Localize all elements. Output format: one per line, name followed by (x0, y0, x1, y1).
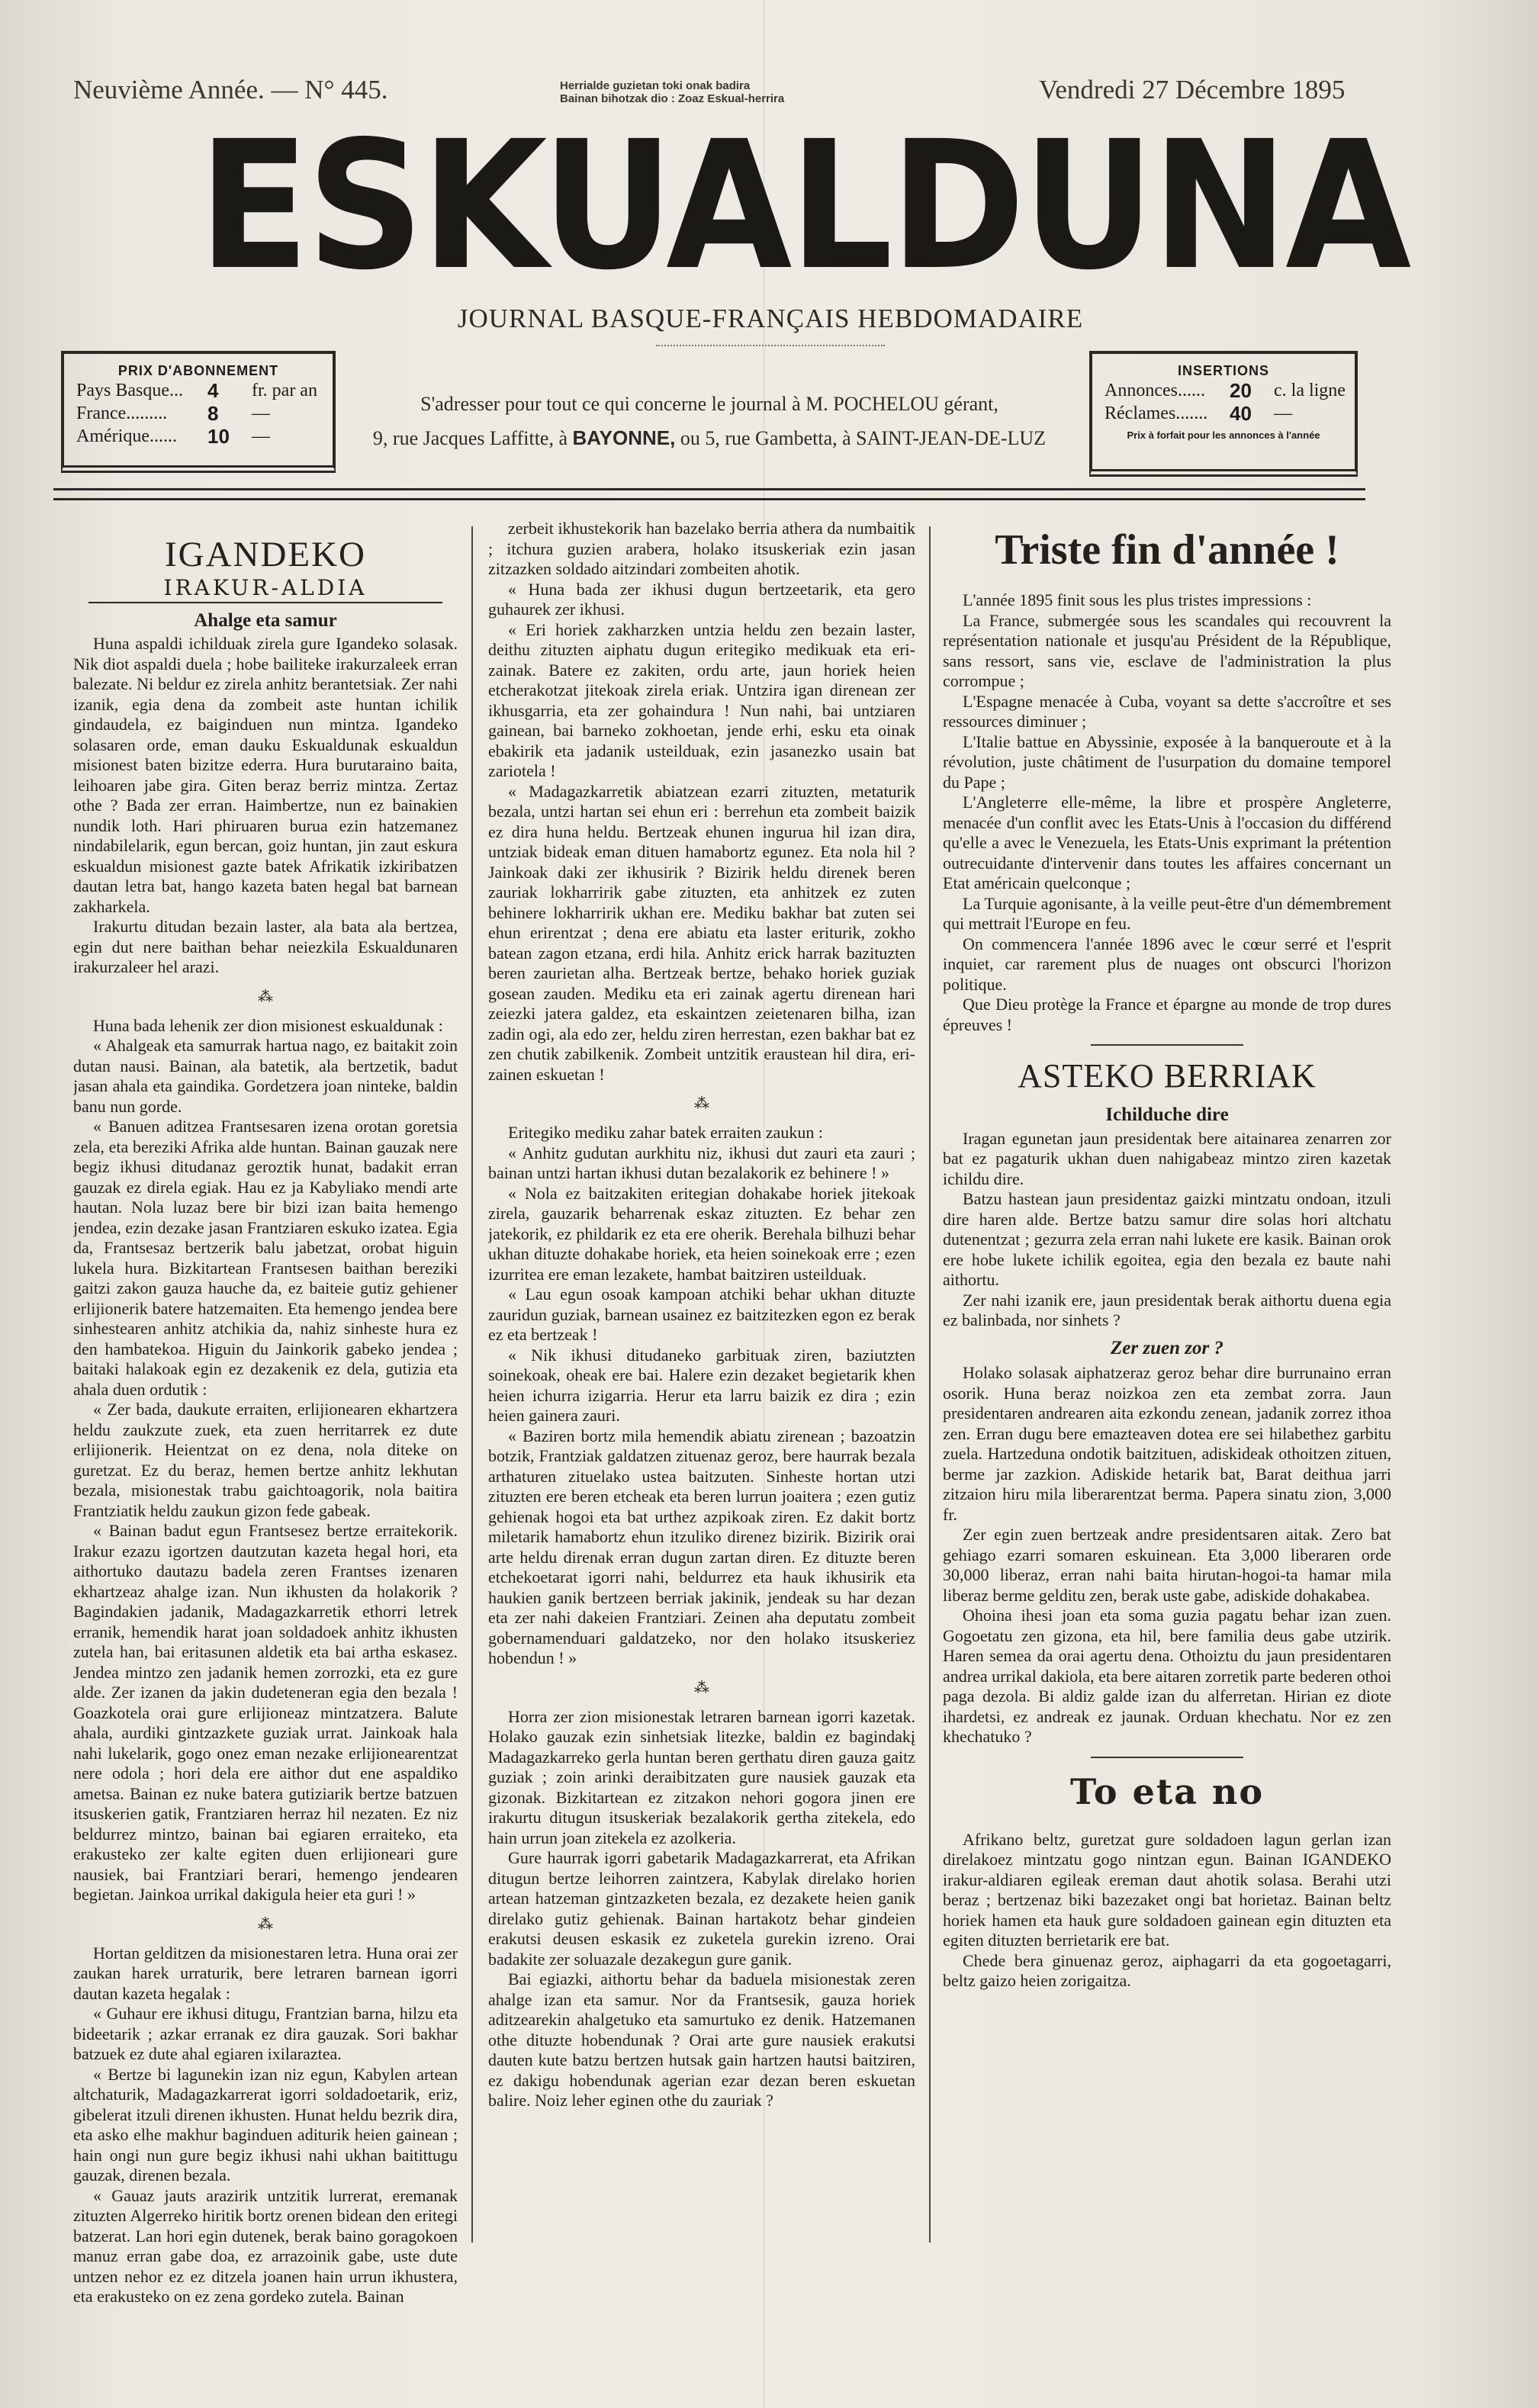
asterism: ⁂ (258, 988, 273, 1005)
address-city: BAYONNE, (572, 426, 676, 449)
paragraph: « Baziren bortz mila hemendik abiatu zirenean ; bazoatzin botzik, Frantziak galdatzen zituenaz geroz, bere haurrak bezala arthaturen zituelako ustea baitzuten. Sinheste hortan utzi zituzten ere beren etcheak eta beren lurrun joaitera ; ezen gutiz gehienak hogoi eta bat urthez azpikoak ziren. Ez dakit bortz miletarik hamabortz ehun itzuliko direnez bizirik. Bizirik orai arte heldu direnak erran dugun zartan diren. Ez dituzte beren etchekoetarat igorri nahi, beldurrez eta hauk ikhusirik eta haukien ganik bertzeen berriak jakinik, jendeak su har dezan eta zer nahi dakeien Frantziari. Zeinen aha deputatu zombeit gobernamenduari galdatzeko, nor den holako itsuskeriez hobendun ! » (488, 1426, 915, 1667)
editor-address (343, 387, 1076, 455)
issue-date: Vendredi 27 Décembre 1895 (1039, 75, 1346, 104)
motto (560, 79, 911, 105)
subheading-zer-zuen-zor: Zer zuen zor ? (1111, 1337, 1223, 1358)
subscription-row (64, 379, 333, 402)
paragraph: « Bainan badut egun Frantsesez bertze erraitekorik. Irakur ezazu igortzen dautzutan kazeta hegal hori, eta aithortuko dautazu badela zeren Frantses izenaren ekhartzeaz ahalge izan. Nun ikhusten da holakorik ? Bagindakien jadanik, Madagazkarretik ethorri letrek erranik, hemendik harat joan soldadoek anhitz ikhusten zutela han, bai eritasunen aldetik eta bai artha eskasez. Jendea mintzo zen jadanik hemen zorrozki, eta ez gure alde. Zer izanen da jakin dudeteneran egia den bezala ! Goazkotela orai gure erlijioneaz mintzatzera. Balute ahala, aurdiki gintzazkete guziak urrat. Jainkoak hala nahi lukelarik, gogo onez eman nezake erlijionearentzat nere odola ; hori dela ere aithor dut ene aspaldiko ametsa. Bainan ez nuke batera gutiziarik bertze batzuen itsuskerien gatik, Frantziaren herraz hil nezaten. Ez niz beldurrez mintzo, bainan bai egiaren erraiteko, eta erakusteko zer kalte egiten duen erlijioneari gure nausiek, bai Frantziari berari, hemengo jendearen begietan. Jainkoa urrikal dakigula heier eta guri ! » (73, 1521, 458, 1904)
subscription-unit: — (252, 403, 270, 423)
insertions-label: Réclames....... (1105, 403, 1208, 423)
subscription-price: 4 (207, 379, 219, 402)
paragraph: La France, submergée sous les scandales qui recouvrent la représentation nationale et jusqu'au Président de la République, sans ressort, sans vie, esclave de l'administration la plus corrompue ; (943, 610, 1391, 690)
section-separator (1091, 1044, 1243, 1046)
subscription-label: France......... (76, 403, 168, 423)
paragraph: « Bertze bi lagunekin izan niz egun, Kabylen artean altchaturik, Madagazkarrerat igorri soldadoetarik, eriz, gibelerat itzuli direnen ikhusten. Hunat heldu bezrik dira, eta asko elhe makhur baginduen aditurik heien gainean ; hain ongi nun gure begiz ikhusi nahi ukhan baitittugu gauzak, direnen bezala. (73, 2064, 458, 2185)
paragraph: Huna aspaldi ichilduak zirela gure Igandeko solasak. Nik diot aspaldi duela ; hobe bailiteke irakurzaleek erran balezate. Ni beldur ez zirela anhitz berantetsiak. Zer nahi izanik, egia dena da zombeit aste huntan ichilik gindaudela, ez baiginduen nun mintza. Igandeko solasaren orde, eman dauku Eskualdunak eskualdun misionest baten bizitze ederra. Hura burutaraino baita, leihoaren jabe gira. Giten beraz berriz mintza. Zertaz othe ? Bada zer erran. Haimbertze, nun ez bainakien nundik loth. Hari phiruaren burua ezin hatzemanez nindabilelarik, egun bercan, goiz huntan, jin zaut eskura eskualdun misionest gazte batek Afrikatik izkiribatzen dautan letra bat, hango kazeta baten hegal bat barnean zakharkela. (73, 634, 458, 916)
paragraph: Zer nahi izanik ere, jaun presidentak berak aithortu duena egia ez balinbada, nor sinhets ? (943, 1290, 1391, 1329)
paragraph: Iragan egunetan jaun presidentak bere aitainarea zenarren zor bat ez pagaturik ukhan duen nahigabeaz mintzo ziren kazetak ichildu dire. (943, 1128, 1391, 1188)
paragraph: Zer egin zuen bertzeak andre presidentsaren aitak. Zero bat gehiago ezarri somaren eskuinean. Eta 3,000 liberaren orde 30,000 liberaz, erran nahi baita hirutan-hogoi-ta hamar mila liberaz berme gelditu zen, berak uste gabe, adiskide dohakabea. (943, 1525, 1391, 1605)
masthead-rule (53, 488, 1365, 500)
subscription-price: 8 (207, 402, 219, 425)
insertions-note: Prix à forfait pour les annonces à l'année (1127, 429, 1320, 441)
paragraph: Que Dieu protège la France et épargne au monde de trop dures épreuves ! (943, 995, 1391, 1034)
insertions-box (1089, 351, 1358, 477)
paragraph: Ohoina ihesi joan eta soma guzia pagatu behar izan zuen. Gogoetatu zen gizona, eta hil, bere familia deus gabe utzirik. Haren semea da orai agertu dena. Othoiztu du jaun presidentaren andrea urrikal dakiola, eta bere aitaren zorretik parte bederen othoi paga dezola. Bi aldiz galde izan du alferretan. Hirian ez diote ihardetsi, ez andreak ez jaunak. Orduan khechatu. Nor ez zen khechatuko ? (943, 1606, 1391, 1746)
paragraph: zerbeit ikhustekorik han bazelako berria athera da numbaitik ; itchura guzien arabera, holako itsuskeriak ezin jasan zitzazken soldado aitzindari zombeiten ahotik. (488, 519, 915, 578)
paragraph: « Anhitz gudutan aurkhitu niz, ikhusi dut zauri eta zauri ; bainan untzi hartan ikhusi dutan bezalakorik ez behinere ! » (488, 1143, 915, 1182)
paragraph: « Ahalgeak eta samurrak hartua nago, ez baitakit zoin dutan nausi. Bainan, ala batetik, ala bertzetik, badut jasan ahala eta gaindika. Gordetzera joan ninteke, baldin banu nun gorde. (73, 1036, 458, 1116)
motto-line-2: Bainan bihotzak dio : Zoaz Eskual-herrira (560, 92, 785, 105)
paragraph: « Madagazkarretik abiatzean ezarri zituzten, metaturik bezala, untzi hartan sei ehun eri : berrehun eta zombeit baizik ez dira huna heldu. Bertzeak ehunen ingurua hil izan dira, untziak bideak eman dituen hamabortz egunez. Eta nola hil ? Jainkoak daki zer ikhusirik ? Bizirik heldu direnek beren zauriak lokharririk gabe zituzten, eta anhitzek ez zuten behinere lokharririk ukhan ere. Mediku bakhar bat zuten sei ehun erirentzat ; dena ere abiatu eta laster eriturik, zokho batean zagon etzana, erdi hila. Anhitz erick harrak bazituzten beren zaurietan alha. Bertzeak bertze, behako horiek guziak gosean zauden. Mediku eta eri zainak agertu direnean hari zeiezki jatera galdez, eta eskaintzen zeietenaren bilha, izan zadin ogi, ala edo zer, heldu ziren herrestan, ezen bakhar bat ez zen chutik zabilkenik. Zombeit untzitik eraustean hil dira, eri-zainen eskuetan ! (488, 781, 915, 1084)
insertions-price: 20 (1230, 379, 1252, 402)
paragraph: L'Angleterre elle-même, la libre et prospère Angleterre, menacée d'un conflit avec les Etats-Unis à l'occasion du différend qu'elle a avec le Venezuela, les Etats-Unis exprimant la prétention outrecuidante d'intervenir dans toutes les affaires concernant un Etat américain quelconque ; (943, 792, 1391, 892)
address-line-1: S'adresser pour tout ce qui concerne le journal à M. POCHELOU gérant, (420, 393, 998, 415)
paragraph: « Eri horiek zakharzken untzia heldu zen bezain laster, deithu zituzten aiphatu dugun eritegiko medikuak eta eri-zainak. Batere ez zakiten, ordu arte, jaun horiek heien etcherakotzat jitekoak zirela eriak. Untzira igan direnean zer ikhusgarria, eta zer gohaindura ! Nun nahi, bai untziaren gainean, bai barneko zokhoetan, jende erhi, esku eta oinak ebakirik eta jadanik usteilduak, ezin jasanezko usain bat zariotela ! (488, 619, 915, 780)
paragraph: L'année 1895 finit sous les plus tristes impressions : (963, 590, 1312, 609)
to-eta-no-heading: To eta no (1069, 1770, 1265, 1812)
subscription-unit: — (252, 426, 270, 446)
subscription-label: Amérique...... (76, 426, 177, 446)
subscription-title: PRIX D'ABONNEMENT (117, 363, 279, 378)
insertions-row (1092, 402, 1355, 425)
paragraph: Chede bera ginuenaz geroz, aiphagarri da eta gogoetagarri, beltz gaizo heien zorigaitza. (943, 1950, 1391, 1990)
asterism: ⁂ (694, 1679, 709, 1696)
address-second: ou 5, rue Gambetta, à SAINT-JEAN-DE-LUZ (680, 427, 1047, 449)
insertions-row (1092, 379, 1355, 402)
paragraph: Afrikano beltz, guretzat gure soldadoen lagun gerlan izan direlakoez mintzatu gogo nintzan egun. Bainan IGANDEKO irakur-aldiaren egileak ereman daut ahotik solasa. Berahi utzi beraz ; bertzenaz biki bazezaket ongi bat horietaz. Bainan beltz horiek hamen eta hauk gure soldadoen gainean egin dituzten eta egiten dituzten berrietarik ere bat. (943, 1829, 1391, 1950)
insertions-unit: — (1274, 403, 1292, 423)
issue-number: Neuvième Année. — N° 445. (73, 75, 388, 104)
address-street: 9, rue Jacques Laffitte, à (372, 427, 568, 449)
triste-headline: Triste fin d'année ! (995, 526, 1339, 574)
irakur-aldia-subtitle: IRAKUR-ALDIA (88, 578, 442, 603)
column-rule (471, 526, 473, 2242)
paragraph: Bai egiazki, aithortu behar da baduela misionestak zeren ahalge izan eta samur. Nor da Frantsesik, gauza horiek aditzearekin ahalgetuko eta samurtuko ez denik. Hatzemanen othe dituzte hobendunak ? Orai arte gure nausiek erakutsi dauten kute batzu bertzen hutsak gain hartzen hautsi baitziren, ez dakigu hobendunak agerian ezar dezan beren eskuetan balire. Noiz leher eginen othe du zauriak ? (488, 1969, 915, 2110)
insertions-title: INSERTIONS (1177, 363, 1269, 378)
masthead-subtitle: JOURNAL BASQUE-FRANÇAIS HEBDOMADAIRE (457, 304, 1084, 333)
masthead-title: ESKUALDUNA (198, 103, 1409, 309)
section-heading: Ahalge eta samur (194, 609, 337, 631)
paragraph: « Gauaz jauts arazirik untzitik lurrerat, eremanak zituzten Algerreko hiritik bortz orenen bidean den eritegi batzerat. Lan hori egin dutenek, berak baino goragokoen manuz erran gabe doa, ez arrazoinik gabe, uste dute untzen nehor ez ez ditzela joanen hain urrun ikhustera, eta erakusteko on ez zena gordeko zutela. Bainan (73, 2185, 458, 2306)
paragraph: La Turquie agonisante, à la veille peut-être d'un démembrement qui mettrait l'Europe en feu. (943, 893, 1391, 933)
igandeko-title: IGANDEKO (164, 535, 366, 574)
column-right (943, 519, 1391, 2387)
paragraph: Eritegiko mediku zahar batek erraiten zaukun : (508, 1123, 823, 1142)
paragraph: L'Espagne menacée à Cuba, voyant sa dette s'accroître et ses ressources diminuer ; (943, 691, 1391, 731)
paragraph: Gure haurrak igorri gabetarik Madagazkarrerat, eta Afrikan ditugun bertze leihorren zaintzera, Kabylak direlako horien artean hatzeman gintzazketen bezala, ez dezakete heien ganik direlako gutiz gehienak. Bainan hartakotz behar gindeien erakutsi deusen eskasik ez zuketela gurekin izreno. Orai badakite zer soluazale dezakegun gure ganik. (488, 1848, 915, 1969)
paragraph: Irakurtu ditudan bezain laster, ala bata ala bertzea, egin dut nere baithan behar neiezkila Eskualdunaren irakurzaleer hel arazi. (73, 917, 458, 976)
asterism: ⁂ (258, 1915, 273, 1933)
paragraph: Huna bada lehenik zer dion misionest eskualdunak : (93, 1015, 443, 1035)
subscription-price: 10 (207, 425, 230, 448)
asteko-berriak-heading: ASTEKO BERRIAK (1018, 1057, 1317, 1095)
subheading-ichilduche: Ichilduche dire (1105, 1104, 1229, 1125)
section-separator (1091, 1757, 1243, 1758)
subscription-box (61, 351, 336, 473)
paragraph: Holako solasak aiphatzeraz geroz behar dire burrunaino erran osorik. Huna beraz noizkoa zen eta zembat zorra. Jaun presidentaren andrearen aita ezkondu zenean, jadanik zorrez ithoa zen. Erran dugu bere emazteaven dotea ere sei hilabethez garbitu zuela. Hartzeduna ondotik baitzituen, adiskideak othoitzen zituen, berme jar zazkion. Adiskide hetarik bat, Barat deithua jarri zitzaion hiru mila liberarentzat berma. Papera sinatu zion, 3,000 fr. (943, 1363, 1391, 1524)
paragraph: « Guhaur ere ikhusi ditugu, Frantzian barna, hilzu eta bideetarik ; azkar erranak ez dira gauzak. Sori bakhar batzuek ez dute ahal egiaren ixilaraztea. (73, 2004, 458, 2063)
subscription-row (64, 425, 333, 448)
column-rule (929, 526, 931, 2242)
paragraph: « Lau egun osoak kampoan atchiki behar ukhan dituzte zauridun guziak, barnean usainez ez baitzitezken egon ez berak ez eta bertzeak ! (488, 1284, 915, 1344)
subscription-row (64, 402, 333, 425)
subtitle-rule (656, 345, 885, 346)
paragraph: Batzu hastean jaun presidentaz gaizki mintzatu ondoan, itzuli dire haren alde. Bertze batzu samur dire solas hori altchatu dutenentzat ; gezurra zela erran nahi lukete ere kasik. Bainan orok ere hobe lukete ichilik egoitea, egia den bezala ez baute nahi aithortu. (943, 1189, 1391, 1289)
column-igandeko (73, 519, 458, 2387)
column-middle (488, 519, 915, 2273)
paragraph: « Banuen aditzea Frantsesaren izena orotan goretsia zela, eta bereziki Afrika alde huntan. Bainan gauzak nere begiz ikhusi ditudanaz geroztik hunat, badakit erran gauzak ez direla egiak. Hau ez ja Kabyliako mendi arte hautan. Nola luzaz bere bir bizi izan baita hemengo jendea, ezin dezake jasan Frantziaren eskuko izatea. Egia da, Frantsesaz bertzerik balu jabetzat, orobat higuin lukela hura. Bizkitartean Frantsesen baithan bereziki gaitzi zakon gauza hauche da, ez baiteie gutiz gehiener erlijionerik batere hatzemaiten. Eta hemengo jendea bere sinhestearen anhitz atchikia da, nahiz sinheste hura ez den hambatekoa. Higuin du Jainkorik gabeko jendea ; baitaki halakoak egin ez dezakenik ez dela, gutizia eta ahala duen ordutik : (73, 1117, 458, 1399)
address-line-2 (343, 421, 1076, 455)
paragraph: « Zer bada, daukute erraiten, erlijionearen ekhartzera heldu zaukzute zuek, eta zuen herritarrek ez dute erlijionerik. Heientzat on ez dena, nola diteke on guretzat. Ez du beraz, hemen bertze anhitz lekhutan bezala, misionestak trabu gaichtoagorik, nola baitira Frantziatik heldu zaukun gizon fede gabeak. (73, 1400, 458, 1520)
paragraph: Horra zer zion misionestak letraren barnean igorri kazetak. Holako gauzak ezin sinhetsiak litezke, baldin ez bagindakį Madagazkarreko gerla huntan beren gerthatu diren gauza gaitz guziak ; zoin arinki deraibitzaten gure nausiek gauzak eta gizonak. Bizkitartean ez zitzakon nehori gogora jinen ere irakurtu ditugun itsuskeriak bezalakorik gertha zitekela, edo hain urrun joan zitekela ez azolkeria. (488, 1706, 915, 1847)
paragraph: « Huna bada zer ikhusi dugun bertzeetarik, eta gero guhaurek zer ikhusi. (488, 579, 915, 619)
paragraph: « Nola ez baitzakiten eritegian dohakabe horiek jitekoak zirela, gauzarik beharrenak eskaz zituzten. Ez behar zen jatekorik, ez phildarik ez eta ere oherik. Berehala bilhuzi behar ukhan dituzte dohakabe horiek, eta heien soinekoak erre ; ezen izurritea ere eman lezakete, hambat baitziren usteilduak. (488, 1183, 915, 1284)
paragraph: Hortan gelditzen da misionestaren letra. Huna orai zer zaukan harek urraturik, bere letraren barnean igorri dautan kazeta hegalak : (73, 1943, 458, 2003)
insertions-unit: c. la ligne (1274, 381, 1346, 400)
paragraph: On commencera l'année 1896 avec le cœur serré et l'esprit inquiet, car rarement plus de nuages ont obscurci l'horizon politique. (943, 934, 1391, 994)
paragraph: L'Italie battue en Abyssinie, exposée à la banqueroute et à la révolution, juste châtiment de l'usurpation du domaine temporel du Pape ; (943, 731, 1391, 792)
insertions-label: Annonces...... (1105, 381, 1205, 400)
motto-line-1: Herrialde guzietan toki onak badira (560, 79, 751, 92)
subscription-label: Pays Basque... (76, 381, 183, 400)
subscription-unit: fr. par an (252, 381, 317, 400)
insertions-price: 40 (1230, 402, 1252, 425)
asterism: ⁂ (694, 1095, 709, 1112)
paragraph: « Nik ikhusi ditudaneko garbituak ziren, baziutzten soinekoak, oheak ere bai. Halere ezin dezaket begietarik khen heien ichurra izigarria. Herur eta larru baizik ez dira ; ezin heien gainera zauri. (488, 1345, 915, 1425)
